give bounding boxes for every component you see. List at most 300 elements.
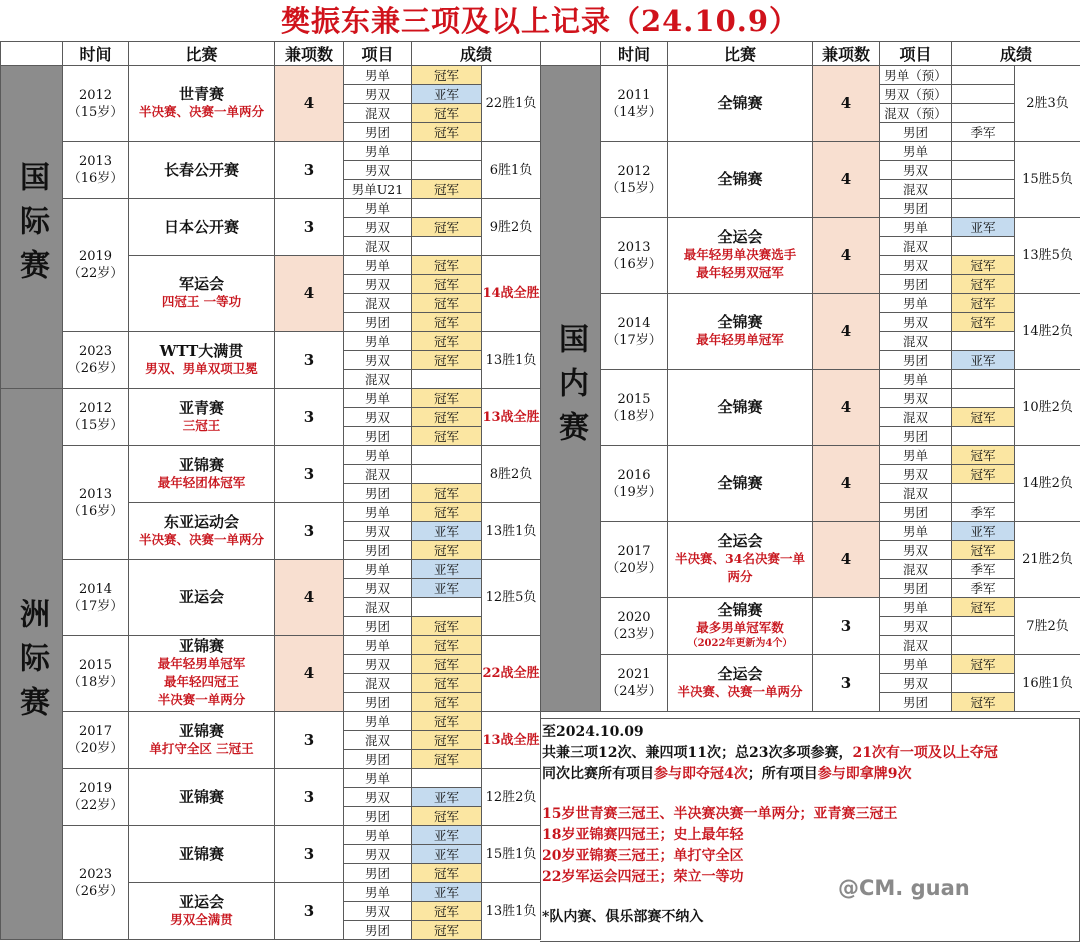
record-summary: 14战全胜 bbox=[482, 256, 541, 332]
table-row bbox=[1, 826, 541, 845]
result-cell: 冠军 bbox=[412, 104, 482, 123]
notes-highlight: 15岁世青赛三冠王、半决赛决赛一单两分；亚青赛三冠王 bbox=[542, 806, 898, 822]
result-cell: 亚军 bbox=[412, 579, 482, 598]
record-summary: 21胜2负 bbox=[1015, 522, 1080, 598]
time-cell: 2014 （17岁） bbox=[63, 560, 129, 636]
event-name: 全锦赛 bbox=[717, 601, 763, 619]
item-cell: 男团 bbox=[880, 693, 952, 712]
event-note-small: （2022年更新为4个） bbox=[687, 638, 793, 649]
time-cell: 2011 （14岁） bbox=[601, 66, 668, 142]
item-cell: 男单 bbox=[344, 199, 412, 218]
item-cell: 男单 bbox=[344, 883, 412, 902]
result-cell: 冠军 bbox=[412, 503, 482, 522]
item-cell: 男单 bbox=[344, 142, 412, 161]
item-cell: 男团 bbox=[344, 484, 412, 503]
count-cell: 4 bbox=[813, 294, 880, 370]
result-cell bbox=[412, 446, 482, 465]
time-cell: 2017 （20岁） bbox=[63, 712, 129, 769]
time-cell: 2012 （15岁） bbox=[601, 142, 668, 218]
time-cell: 2019 （22岁） bbox=[63, 769, 129, 826]
count-cell: 4 bbox=[275, 66, 344, 142]
record-summary: 12胜5负 bbox=[482, 560, 541, 636]
record-summary: 16胜1负 bbox=[1015, 655, 1080, 712]
event-note: 最年轻四冠王 bbox=[163, 674, 239, 689]
event-cell bbox=[129, 332, 275, 389]
summary-notes bbox=[540, 718, 1080, 942]
item-cell: 男单 bbox=[880, 142, 952, 161]
time-cell: 2021 （24岁） bbox=[601, 655, 668, 712]
item-cell: 男单 bbox=[344, 446, 412, 465]
header-blank bbox=[1, 42, 63, 66]
event-note: 三冠王 bbox=[182, 417, 221, 433]
event-cell bbox=[668, 598, 813, 655]
item-cell: 男双 bbox=[344, 788, 412, 807]
result-cell bbox=[952, 104, 1015, 123]
time-cell: 2023 （26岁） bbox=[63, 332, 129, 389]
count-cell: 4 bbox=[813, 446, 880, 522]
notes-highlight: 18岁亚锦赛四冠王；史上最年轻 bbox=[542, 827, 744, 843]
result-cell: 冠军 bbox=[412, 313, 482, 332]
time-cell: 2015 （18岁） bbox=[63, 636, 129, 712]
count-cell: 3 bbox=[275, 826, 344, 883]
result-cell bbox=[952, 427, 1015, 446]
event-cell bbox=[668, 294, 813, 370]
event-name: 亚锦赛 bbox=[178, 844, 224, 863]
item-cell: 男单 bbox=[344, 560, 412, 579]
result-cell bbox=[952, 636, 1015, 655]
item-cell: 男团 bbox=[344, 750, 412, 769]
record-summary: 13战全胜 bbox=[482, 389, 541, 446]
time-cell: 2013 （16岁） bbox=[63, 142, 129, 199]
event-note: 半决赛、决赛一单两分 bbox=[138, 531, 264, 547]
table-row bbox=[1, 636, 541, 655]
event-cell bbox=[129, 503, 275, 560]
record-summary: 22战全胜 bbox=[482, 636, 541, 712]
item-cell: 男单U21 bbox=[344, 180, 412, 199]
header-result: 成绩 bbox=[412, 42, 541, 66]
result-cell: 冠军 bbox=[952, 598, 1015, 617]
item-cell: 男双 bbox=[344, 902, 412, 921]
event-note: 半决赛、决赛一单两分 bbox=[138, 104, 264, 119]
item-cell: 男双 bbox=[344, 161, 412, 180]
item-cell: 混双 bbox=[880, 636, 952, 655]
count-cell: 4 bbox=[813, 522, 880, 598]
result-cell: 冠军 bbox=[412, 484, 482, 503]
result-cell: 冠军 bbox=[952, 294, 1015, 313]
item-cell: 男双 bbox=[344, 85, 412, 104]
item-cell: 混双 bbox=[344, 598, 412, 617]
event-cell bbox=[129, 199, 275, 256]
result-cell: 冠军 bbox=[412, 66, 482, 85]
count-cell: 4 bbox=[275, 256, 344, 332]
notes-date: 至2024.10.09 bbox=[542, 724, 644, 740]
notes-line2-d: 参与即拿牌9次 bbox=[817, 766, 912, 782]
table-row bbox=[541, 142, 1080, 161]
item-cell: 男双 bbox=[344, 408, 412, 427]
item-cell: 男团 bbox=[344, 427, 412, 446]
item-cell: 男单 bbox=[880, 655, 952, 674]
count-cell: 3 bbox=[275, 712, 344, 769]
count-cell: 3 bbox=[813, 598, 880, 655]
item-cell: 男双 bbox=[880, 465, 952, 484]
result-cell: 冠军 bbox=[412, 389, 482, 408]
header-item: 项目 bbox=[880, 42, 952, 66]
item-cell: 混双 bbox=[344, 294, 412, 313]
result-cell: 季军 bbox=[952, 503, 1015, 522]
item-cell: 男单 bbox=[344, 826, 412, 845]
table-row bbox=[541, 294, 1080, 313]
event-name: 亚运会 bbox=[178, 588, 224, 606]
item-cell: 男单 bbox=[880, 294, 952, 313]
event-note: 男双全满贯 bbox=[170, 911, 233, 927]
event-note: 半决赛、34名决赛一单 bbox=[675, 551, 805, 566]
count-cell: 3 bbox=[813, 655, 880, 712]
event-name: 亚锦赛 bbox=[178, 787, 224, 806]
event-note: 半决赛一单两分 bbox=[157, 692, 246, 707]
record-summary: 2胜3负 bbox=[1015, 66, 1080, 142]
record-summary: 13胜1负 bbox=[482, 332, 541, 389]
count-cell: 3 bbox=[275, 769, 344, 826]
event-cell bbox=[129, 769, 275, 826]
event-name: 东亚运动会 bbox=[163, 512, 239, 531]
record-summary: 22胜1负 bbox=[482, 66, 541, 142]
table-row bbox=[1, 199, 541, 218]
result-cell: 冠军 bbox=[412, 218, 482, 237]
table-row bbox=[541, 598, 1080, 617]
event-cell bbox=[668, 522, 813, 598]
record-summary: 9胜2负 bbox=[482, 199, 541, 256]
table-row bbox=[1, 389, 541, 408]
result-cell: 冠军 bbox=[412, 351, 482, 370]
event-name: 军运会 bbox=[178, 275, 224, 293]
event-name: 亚锦赛 bbox=[178, 455, 224, 474]
item-cell: 男单（预） bbox=[880, 66, 952, 85]
event-name: 全运会 bbox=[717, 664, 763, 683]
table-row bbox=[541, 66, 1080, 85]
result-cell bbox=[952, 237, 1015, 256]
event-note: 最年轻男单冠军 bbox=[696, 332, 784, 347]
result-cell: 亚军 bbox=[412, 845, 482, 864]
event-cell bbox=[129, 826, 275, 883]
time-cell: 2015 （18岁） bbox=[601, 370, 668, 446]
item-cell: 男团 bbox=[344, 693, 412, 712]
record-summary: 7胜2负 bbox=[1015, 598, 1080, 655]
result-cell: 季军 bbox=[952, 579, 1015, 598]
item-cell: 混双 bbox=[344, 465, 412, 484]
event-cell bbox=[668, 655, 813, 712]
record-summary: 14胜2负 bbox=[1015, 294, 1080, 370]
result-cell: 冠军 bbox=[412, 693, 482, 712]
result-cell bbox=[412, 370, 482, 389]
header-event: 比赛 bbox=[129, 42, 275, 66]
item-cell: 男团 bbox=[344, 864, 412, 883]
event-cell bbox=[129, 712, 275, 769]
event-note: 最年轻男单冠军 bbox=[157, 656, 246, 671]
table-row bbox=[541, 522, 1080, 541]
event-cell bbox=[668, 66, 813, 142]
result-cell bbox=[412, 237, 482, 256]
item-cell: 男单 bbox=[880, 598, 952, 617]
time-cell: 2013 （16岁） bbox=[63, 446, 129, 560]
result-cell: 冠军 bbox=[412, 921, 482, 940]
count-cell: 4 bbox=[813, 142, 880, 218]
region-label: 洲际赛 bbox=[1, 389, 63, 940]
event-cell bbox=[668, 218, 813, 294]
result-cell bbox=[952, 85, 1015, 104]
record-summary: 15胜5负 bbox=[1015, 142, 1080, 218]
result-cell: 亚军 bbox=[952, 351, 1015, 370]
region-label: 国内赛 bbox=[541, 66, 601, 712]
item-cell: 男双 bbox=[344, 218, 412, 237]
result-cell: 冠军 bbox=[952, 655, 1015, 674]
result-cell: 冠军 bbox=[412, 864, 482, 883]
event-cell bbox=[129, 446, 275, 503]
table-row bbox=[1, 332, 541, 351]
count-cell: 4 bbox=[813, 218, 880, 294]
record-summary: 15胜1负 bbox=[482, 826, 541, 883]
item-cell: 男单 bbox=[344, 503, 412, 522]
result-cell bbox=[952, 180, 1015, 199]
event-note: 单打守全区 三冠王 bbox=[149, 740, 254, 756]
result-cell bbox=[412, 598, 482, 617]
result-cell: 亚军 bbox=[412, 522, 482, 541]
result-cell: 冠军 bbox=[412, 332, 482, 351]
result-cell: 亚军 bbox=[952, 218, 1015, 237]
result-cell: 亚军 bbox=[412, 883, 482, 902]
item-cell: 男团 bbox=[344, 617, 412, 636]
header-item: 项目 bbox=[344, 42, 412, 66]
header-time: 时间 bbox=[601, 42, 668, 66]
event-note: 最年轻男双冠军 bbox=[696, 265, 784, 280]
item-cell: 男单 bbox=[344, 256, 412, 275]
result-cell bbox=[952, 370, 1015, 389]
item-cell: 男双 bbox=[880, 256, 952, 275]
count-cell: 3 bbox=[275, 199, 344, 256]
result-cell: 亚军 bbox=[412, 788, 482, 807]
event-name: 日本公开赛 bbox=[163, 217, 239, 236]
result-cell: 冠军 bbox=[412, 807, 482, 826]
event-name: 全运会 bbox=[717, 228, 763, 246]
item-cell: 男双 bbox=[344, 522, 412, 541]
result-cell bbox=[952, 332, 1015, 351]
table-row bbox=[1, 712, 541, 731]
event-name: 全运会 bbox=[717, 532, 763, 550]
count-cell: 4 bbox=[813, 66, 880, 142]
count-cell: 4 bbox=[275, 636, 344, 712]
time-cell: 2014 （17岁） bbox=[601, 294, 668, 370]
item-cell: 男双（预） bbox=[880, 85, 952, 104]
result-cell: 亚军 bbox=[412, 560, 482, 579]
event-name: 全锦赛 bbox=[717, 398, 763, 416]
result-cell: 冠军 bbox=[412, 731, 482, 750]
time-cell: 2020 （23岁） bbox=[601, 598, 668, 655]
event-name: 亚运会 bbox=[178, 892, 224, 911]
item-cell: 男单 bbox=[344, 389, 412, 408]
time-cell: 2012 （15岁） bbox=[63, 389, 129, 446]
result-cell: 冠军 bbox=[412, 674, 482, 693]
result-cell: 冠军 bbox=[412, 275, 482, 294]
item-cell: 男团 bbox=[880, 275, 952, 294]
item-cell: 男单 bbox=[344, 332, 412, 351]
event-cell bbox=[129, 66, 275, 142]
record-summary: 6胜1负 bbox=[482, 142, 541, 199]
item-cell: 混双 bbox=[344, 370, 412, 389]
result-cell: 冠军 bbox=[952, 313, 1015, 332]
event-cell bbox=[129, 389, 275, 446]
event-note: 最年轻男单决赛选手 bbox=[683, 247, 797, 262]
item-cell: 男团 bbox=[880, 123, 952, 142]
item-cell: 男双 bbox=[880, 161, 952, 180]
item-cell: 混双 bbox=[344, 104, 412, 123]
time-cell: 2016 （19岁） bbox=[601, 446, 668, 522]
table-row bbox=[1, 560, 541, 579]
result-cell: 冠军 bbox=[412, 636, 482, 655]
notes-footnote: *队内赛、俱乐部赛不纳入 bbox=[542, 909, 704, 925]
time-cell: 2012 （15岁） bbox=[63, 66, 129, 142]
count-cell: 3 bbox=[275, 883, 344, 940]
item-cell: 混双 bbox=[344, 237, 412, 256]
item-cell: 男双 bbox=[880, 541, 952, 560]
result-cell: 季军 bbox=[952, 123, 1015, 142]
item-cell: 男团 bbox=[344, 123, 412, 142]
header-result: 成绩 bbox=[952, 42, 1080, 66]
result-cell bbox=[952, 484, 1015, 503]
result-cell: 冠军 bbox=[952, 256, 1015, 275]
event-name: 长春公开赛 bbox=[163, 160, 239, 179]
time-cell: 2019 （22岁） bbox=[63, 199, 129, 332]
time-cell: 2017 （20岁） bbox=[601, 522, 668, 598]
event-name: 亚青赛 bbox=[178, 398, 224, 417]
item-cell: 混双 bbox=[880, 484, 952, 503]
result-cell: 冠军 bbox=[412, 427, 482, 446]
result-cell: 冠军 bbox=[412, 541, 482, 560]
record-summary: 12胜2负 bbox=[482, 769, 541, 826]
item-cell: 男双 bbox=[880, 617, 952, 636]
notes-highlight: 20岁亚锦赛三冠王；单打守全区 bbox=[542, 848, 744, 864]
notes-line1-a: 共兼三项12次、兼四项11次；总23次多项参赛， bbox=[542, 745, 853, 761]
table-row bbox=[541, 370, 1080, 389]
result-cell bbox=[412, 161, 482, 180]
result-cell: 亚军 bbox=[412, 85, 482, 104]
result-cell: 冠军 bbox=[952, 465, 1015, 484]
item-cell: 混双（预） bbox=[880, 104, 952, 123]
result-cell bbox=[412, 769, 482, 788]
table-row bbox=[1, 446, 541, 465]
item-cell: 男团 bbox=[880, 579, 952, 598]
item-cell: 男双 bbox=[344, 845, 412, 864]
event-cell bbox=[129, 256, 275, 332]
item-cell: 男单 bbox=[880, 522, 952, 541]
event-note: 四冠王 一等功 bbox=[161, 294, 242, 309]
record-summary: 13战全胜 bbox=[482, 712, 541, 769]
notes-line2-b: 参与即夺冠4次 bbox=[654, 766, 748, 782]
result-cell bbox=[952, 389, 1015, 408]
event-name: 全锦赛 bbox=[717, 313, 763, 331]
notes-line1 bbox=[542, 743, 1077, 764]
event-cell bbox=[668, 142, 813, 218]
result-cell: 冠军 bbox=[412, 712, 482, 731]
item-cell: 混双 bbox=[880, 408, 952, 427]
result-cell: 冠军 bbox=[952, 693, 1015, 712]
result-cell: 冠军 bbox=[412, 256, 482, 275]
item-cell: 男团 bbox=[880, 427, 952, 446]
event-note: 最年轻团体冠军 bbox=[157, 474, 246, 490]
item-cell: 男团 bbox=[344, 313, 412, 332]
result-cell bbox=[412, 142, 482, 161]
item-cell: 男双 bbox=[344, 275, 412, 294]
item-cell: 男单 bbox=[344, 636, 412, 655]
header-count: 兼项数 bbox=[275, 42, 344, 66]
result-cell: 亚军 bbox=[952, 522, 1015, 541]
table-row bbox=[541, 218, 1080, 237]
item-cell: 男双 bbox=[344, 351, 412, 370]
watermark: @CM. guan bbox=[838, 876, 970, 900]
item-cell: 混双 bbox=[344, 731, 412, 750]
event-cell bbox=[129, 560, 275, 636]
result-cell: 冠军 bbox=[412, 617, 482, 636]
count-cell: 3 bbox=[275, 389, 344, 446]
event-cell bbox=[129, 636, 275, 712]
result-cell: 季军 bbox=[952, 560, 1015, 579]
item-cell: 男双 bbox=[880, 389, 952, 408]
item-cell: 混双 bbox=[880, 237, 952, 256]
header-blank bbox=[541, 42, 601, 66]
header-time: 时间 bbox=[63, 42, 129, 66]
record-summary: 13胜1负 bbox=[482, 503, 541, 560]
result-cell: 冠军 bbox=[412, 408, 482, 427]
result-cell bbox=[952, 66, 1015, 85]
result-cell bbox=[412, 465, 482, 484]
event-cell bbox=[129, 142, 275, 199]
header-count: 兼项数 bbox=[813, 42, 880, 66]
left-record-table bbox=[0, 41, 541, 940]
event-name: 亚锦赛 bbox=[178, 721, 224, 740]
result-cell: 亚军 bbox=[412, 826, 482, 845]
result-cell: 冠军 bbox=[412, 750, 482, 769]
notes-highlight: 22岁军运会四冠王；荣立一等功 bbox=[542, 869, 744, 885]
item-cell: 男双 bbox=[344, 579, 412, 598]
table-row bbox=[541, 655, 1080, 674]
item-cell: 男单 bbox=[880, 446, 952, 465]
result-cell: 冠军 bbox=[412, 902, 482, 921]
result-cell bbox=[952, 199, 1015, 218]
item-cell: 男团 bbox=[344, 541, 412, 560]
item-cell: 男单 bbox=[344, 712, 412, 731]
count-cell: 3 bbox=[275, 446, 344, 503]
right-record-table bbox=[540, 41, 1080, 712]
event-name: WTT大满贯 bbox=[159, 341, 244, 360]
event-name: 世青赛 bbox=[178, 85, 224, 103]
count-cell: 3 bbox=[275, 142, 344, 199]
item-cell: 混双 bbox=[344, 674, 412, 693]
notes-line2 bbox=[542, 764, 1077, 785]
result-cell: 冠军 bbox=[412, 180, 482, 199]
event-name: 亚锦赛 bbox=[178, 637, 224, 655]
result-cell: 冠军 bbox=[952, 541, 1015, 560]
count-cell: 3 bbox=[275, 332, 344, 389]
table-row bbox=[541, 446, 1080, 465]
item-cell: 混双 bbox=[880, 180, 952, 199]
event-name: 全锦赛 bbox=[717, 94, 763, 112]
result-cell bbox=[952, 142, 1015, 161]
notes-line2-a: 同次比赛所有项目 bbox=[542, 766, 654, 782]
time-cell: 2013 （16岁） bbox=[601, 218, 668, 294]
event-cell bbox=[668, 370, 813, 446]
result-cell: 冠军 bbox=[952, 275, 1015, 294]
item-cell: 男团 bbox=[880, 199, 952, 218]
table-row bbox=[1, 66, 541, 85]
result-cell: 冠军 bbox=[952, 446, 1015, 465]
